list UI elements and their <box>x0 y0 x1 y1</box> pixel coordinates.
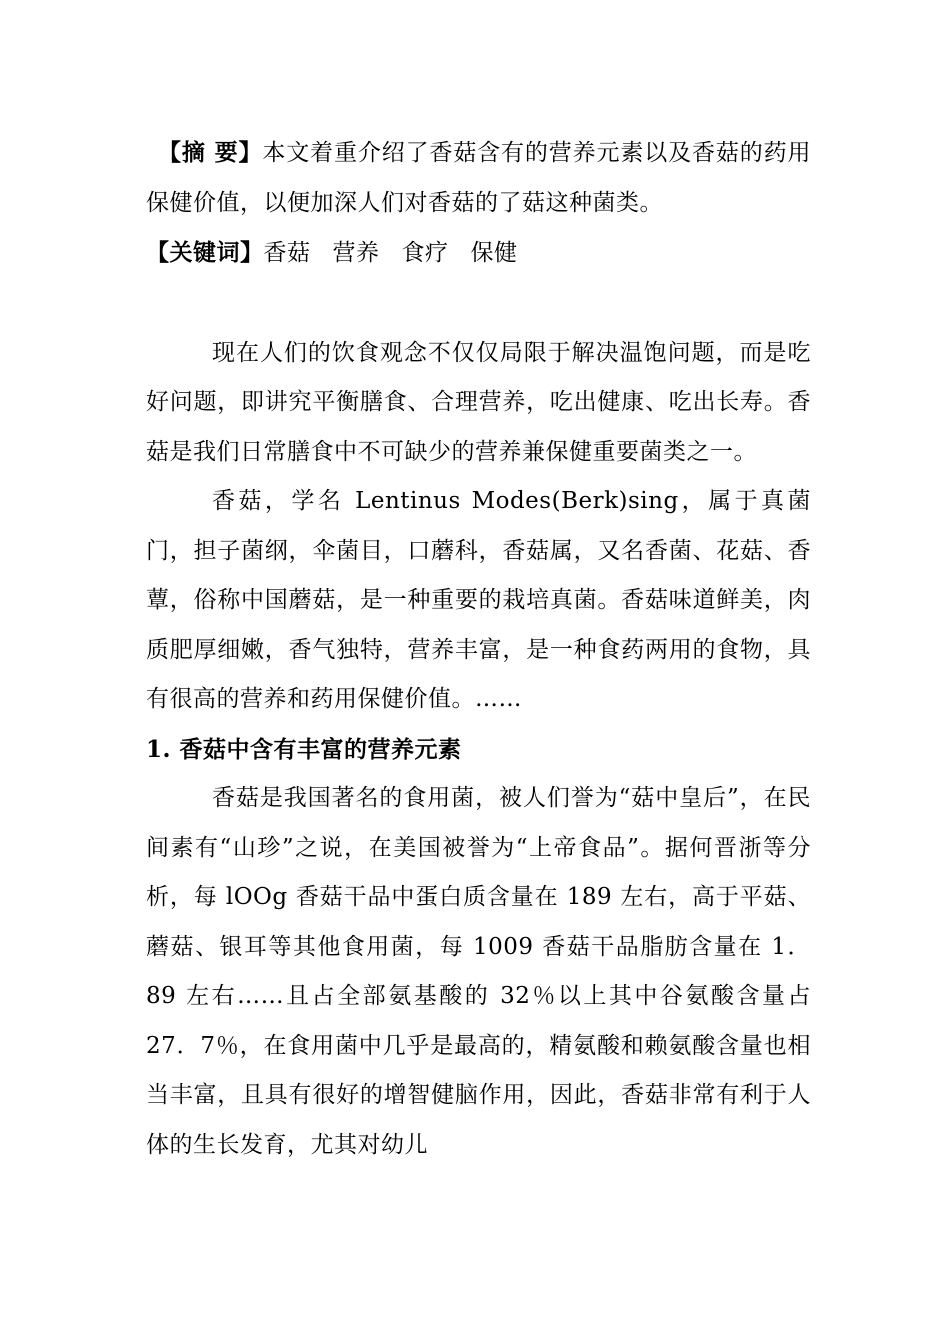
keyword-item: 保健 <box>470 240 518 266</box>
keywords-label: 【关键词】 <box>146 239 264 266</box>
body-paragraph: 现在人们的饮食观念不仅仅局限于解决温饱问题，而是吃好问题，即讲究平衡膳食、合理营养，吃出健康、吃出长寿。香菇是我们日常膳食中不可缺少的营养兼保健重要菌类之一。 <box>146 339 811 465</box>
section-heading: 1. 香菇中含有丰富的营养元素 <box>146 735 462 763</box>
abstract-label: 【摘 要】 <box>158 139 263 166</box>
body-paragraph: 香菇，学名 Lentinus Modes(Berk)sing，属于真菌门，担子菌纲，伞菌目，口蘑科，香菇属，又名香菌、花菇、香蕈，俗称中国蘑菇，是一种重要的栽培真菌。香菇味道鲜美，肉质肥厚细嫩，香气独特，营养丰富，是一种食药两用的食物，具有很高的营养和药用保健价值。…… <box>146 488 811 712</box>
keyword-item: 营养 <box>332 240 380 266</box>
abstract-paragraph <box>146 128 811 228</box>
keyword-item: 食疗 <box>401 240 449 266</box>
keywords-line <box>146 228 811 279</box>
abstract-text: 本文着重介绍了香菇含有的营养元素以及香菇的药用保健价值，以便加深人们对香菇的了菇这种菌类。 <box>146 140 811 216</box>
section-paragraph: 香菇是我国著名的食用菌，被人们誉为“菇中皇后”，在民间素有“山珍”之说，在美国被誉为“上帝食品”。据何晋浙等分析，每 lOOg 香菇干品中蛋白质含量在 189 左右，高于平菇、蘑菇、银耳等其他食用菌，每 1009 香菇干品脂肪含量在 1．89 左右……且占全部氨基酸的 32％以上其中谷氨酸含量占 27．7％，在食用菌中几乎是最高的，精氨酸和赖氨酸含量也相当丰富，且具有很好的增智健脑作用，因此，香菇非常有利于人体的生长发育，尤其对幼儿 <box>146 785 811 1158</box>
document-body <box>146 128 811 1170</box>
keyword-item: 香菇 <box>263 240 311 266</box>
blank-line <box>146 279 811 329</box>
